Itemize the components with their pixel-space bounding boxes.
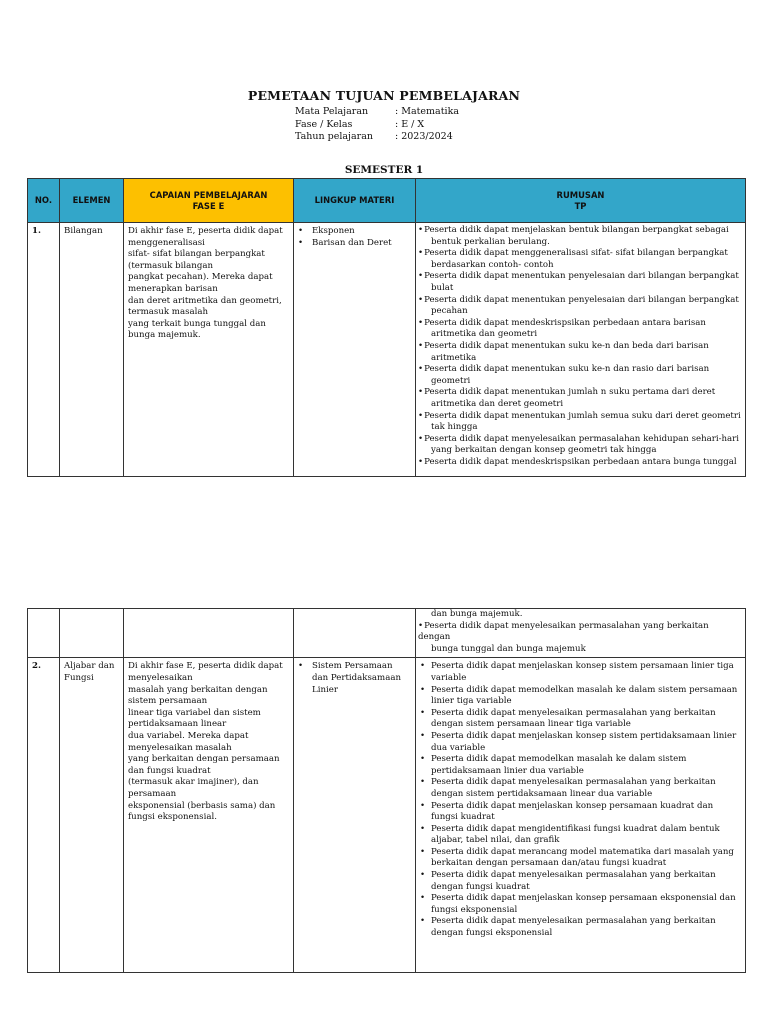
list-item: • Peserta didik dapat mengidentifikasi fungsi kuadrat dalam bentuk aljabar, tabel nilai, dan grafik xyxy=(420,824,741,847)
header-tp xyxy=(416,179,746,223)
list-item xyxy=(418,341,743,364)
list-item: • Peserta didik dapat menjelaskan konsep sistem persamaan linier tiga variable xyxy=(420,661,741,684)
header-tp-line1: RUMUSAN xyxy=(556,190,605,200)
empty-cell xyxy=(28,609,60,658)
meta-value: : 2023/2024 xyxy=(395,131,453,142)
tp-rest: dan bunga majemuk. xyxy=(431,609,523,619)
capaian-line: Di akhir fase E, peserta didik dapat menggeneralisasi xyxy=(128,226,283,248)
list-item: • Peserta didik dapat menjelaskan konsep persamaan eksponensial dan fungsi eksponensial xyxy=(420,893,741,916)
tp-first: Peserta didik dapat menentukan jumlah n suku pertama dari deret xyxy=(424,387,716,398)
row-tp xyxy=(416,223,746,477)
capaian-line: yang terkait bunga tunggal dan bunga majemuk. xyxy=(128,318,266,341)
meta-key: Tahun pelajaran xyxy=(295,131,373,142)
tp-rest: bulat xyxy=(431,282,454,293)
tp-rest: pecahan xyxy=(431,306,468,317)
capaian-line: Di akhir fase E, peserta didik dapat menyelesaikan xyxy=(128,661,283,683)
tp-rest: berdasarkan contoh- contoh xyxy=(431,259,554,270)
list-item xyxy=(418,621,743,656)
list-item xyxy=(418,434,743,457)
list-item xyxy=(418,318,743,341)
semester-heading: SEMESTER 1 xyxy=(344,164,424,176)
tp-list xyxy=(418,621,743,656)
table-row xyxy=(28,223,746,477)
list-item xyxy=(418,271,743,294)
row-lingkup xyxy=(294,223,416,477)
capaian-line: sifat- sifat bilangan berpangkat (termasuk bilangan xyxy=(128,249,265,271)
document-title: PEMETAAN TUJUAN PEMBELAJARAN xyxy=(247,88,521,103)
table-row-continued xyxy=(28,609,746,658)
row-capaian xyxy=(124,658,294,973)
meta-row-subject xyxy=(295,106,459,119)
mapping-table xyxy=(27,178,746,477)
list-item xyxy=(418,295,743,318)
list-item xyxy=(418,225,743,248)
meta-value: : Matematika xyxy=(395,106,459,117)
empty-cell xyxy=(124,609,294,658)
row-tp-continued xyxy=(416,609,746,658)
list-item: • Eksponen xyxy=(298,226,411,238)
tp-rest: aritmetika dan deret geometri xyxy=(431,398,564,409)
meta-row-phase xyxy=(295,119,459,132)
row-lingkup xyxy=(294,658,416,973)
header-capaian-line1: CAPAIAN PEMBELAJARAN xyxy=(149,190,268,200)
capaian-line: linear tiga variabel dan sistem pertidaksamaan linear xyxy=(128,707,261,730)
list-item xyxy=(418,387,743,410)
row-capaian xyxy=(124,223,294,477)
list-item xyxy=(418,457,743,469)
list-item xyxy=(418,248,743,271)
meta-row-year xyxy=(295,131,459,144)
header-capaian-line2: FASE E xyxy=(192,200,225,211)
list-item: • Peserta didik dapat menjelaskan konsep persamaan kuadrat dan fungsi kuadrat xyxy=(420,801,741,824)
tp-first: Peserta didik dapat menggeneralisasi sifat- sifat bilangan berpangkat xyxy=(424,248,728,259)
tp-rest: tak hingga xyxy=(431,422,478,433)
header-elemen: ELEMEN xyxy=(60,179,124,223)
tp-list xyxy=(418,225,743,468)
empty-cell xyxy=(60,609,124,658)
lingkup-list xyxy=(298,661,411,696)
tp-list xyxy=(420,661,741,939)
tp-first: Peserta didik dapat mendeskrispsikan perbedaan antara bunga tunggal xyxy=(424,456,737,467)
capaian-line: pangkat pecahan). Mereka dapat menerapkan barisan xyxy=(128,272,273,294)
tp-first: Peserta didik dapat mendeskrispsikan perbedaan antara barisan xyxy=(424,317,706,328)
list-item xyxy=(418,411,743,434)
tp-rest: aritmetika dan geometri xyxy=(431,329,538,340)
list-item: • Peserta didik dapat memodelkan masalah ke dalam sistem pertidaksamaan linier dua variable xyxy=(420,754,741,777)
tp-rest: bentuk perkalian berulang. xyxy=(431,236,550,247)
row-elemen: Bilangan xyxy=(60,223,124,477)
row-number: 2. xyxy=(28,658,60,973)
list-item: • Peserta didik dapat menyelesaikan permasalahan yang berkaitan dengan fungsi eksponensial xyxy=(420,916,741,939)
list-item xyxy=(418,364,743,387)
tp-rest: bunga tunggal dan bunga majemuk xyxy=(431,643,586,654)
tp-rest: yang berkaitan dengan konsep geometri tak hingga xyxy=(431,445,657,456)
document-meta xyxy=(295,106,459,144)
tp-first: Peserta didik dapat menjelaskan bentuk bilangan berpangkat sebagai xyxy=(424,225,729,235)
table-header-row xyxy=(28,179,746,223)
list-item: • Sistem Persamaan dan Pertidaksamaan Linier xyxy=(298,661,411,696)
tp-first: Peserta didik dapat menentukan suku ke-n dan beda dari barisan xyxy=(424,340,709,351)
list-item: • Peserta didik dapat menyelesaikan permasalahan yang berkaitan dengan sistem pertidaksamaan linear dua variable xyxy=(420,777,741,800)
list-item: • Peserta didik dapat menjelaskan konsep sistem pertidaksamaan linier dua variable xyxy=(420,731,741,754)
tp-rest: geometri xyxy=(431,375,471,386)
meta-key: Mata Pelajaran xyxy=(295,106,369,117)
row-number: 1. xyxy=(28,223,60,477)
mapping-table-continued xyxy=(27,608,746,973)
row-elemen: Aljabar dan Fungsi xyxy=(60,658,124,973)
header-tp-line2: TP xyxy=(574,200,587,211)
tp-rest: aritmetika xyxy=(431,352,477,363)
tp-first: Peserta didik dapat menentukan suku ke-n dan rasio dari barisan xyxy=(424,364,710,375)
capaian-line: masalah yang berkaitan dengan sistem persamaan xyxy=(128,684,268,707)
table-row xyxy=(28,658,746,973)
list-item: • Barisan dan Deret xyxy=(298,238,411,250)
lingkup-list xyxy=(298,226,411,249)
header-lingkup: LINGKUP MATERI xyxy=(294,179,416,223)
meta-key: Fase / Kelas xyxy=(295,118,353,130)
list-item: • Peserta didik dapat merancang model matematika dari masalah yang berkaitan dengan persamaan dan/atau fungsi kuadrat xyxy=(420,847,741,870)
header-capaian xyxy=(124,179,294,223)
tp-first: Peserta didik dapat menentukan jumlah semua suku dari deret geometri xyxy=(424,410,741,421)
capaian-line: eksponensial (berbasis sama) dan fungsi eksponensial. xyxy=(128,800,276,823)
capaian-line: dua variabel. Mereka dapat menyelesaikan masalah xyxy=(128,730,249,753)
meta-value: : E / X xyxy=(395,118,425,130)
tp-first: Peserta didik dapat menyelesaikan permasalahan yang berkaitan dengan xyxy=(418,620,709,643)
list-item: • Peserta didik dapat menyelesaikan permasalahan yang berkaitan dengan sistem persamaan linear tiga variable xyxy=(420,708,741,731)
list-item: • Peserta didik dapat menyelesaikan permasalahan yang berkaitan dengan fungsi kuadrat xyxy=(420,870,741,893)
tp-first: Peserta didik dapat menentukan penyelesaian dari bilangan berpangkat xyxy=(424,271,739,282)
tp-first: Peserta didik dapat menyelesaikan permasalahan kehidupan sehari-hari xyxy=(424,433,740,444)
header-no: NO. xyxy=(28,179,60,223)
row-tp xyxy=(416,658,746,973)
list-item: • Peserta didik dapat memodelkan masalah ke dalam sistem persamaan linier tiga variable xyxy=(420,685,741,708)
capaian-line: dan deret aritmetika dan geometri, termasuk masalah xyxy=(128,295,282,318)
capaian-line: yang berkaitan dengan persamaan dan fungsi kuadrat xyxy=(128,754,280,776)
empty-cell xyxy=(294,609,416,658)
tp-first: Peserta didik dapat menentukan penyelesaian dari bilangan berpangkat xyxy=(424,294,739,305)
capaian-line: (termasuk akar imajiner), dan persamaan xyxy=(128,777,259,799)
